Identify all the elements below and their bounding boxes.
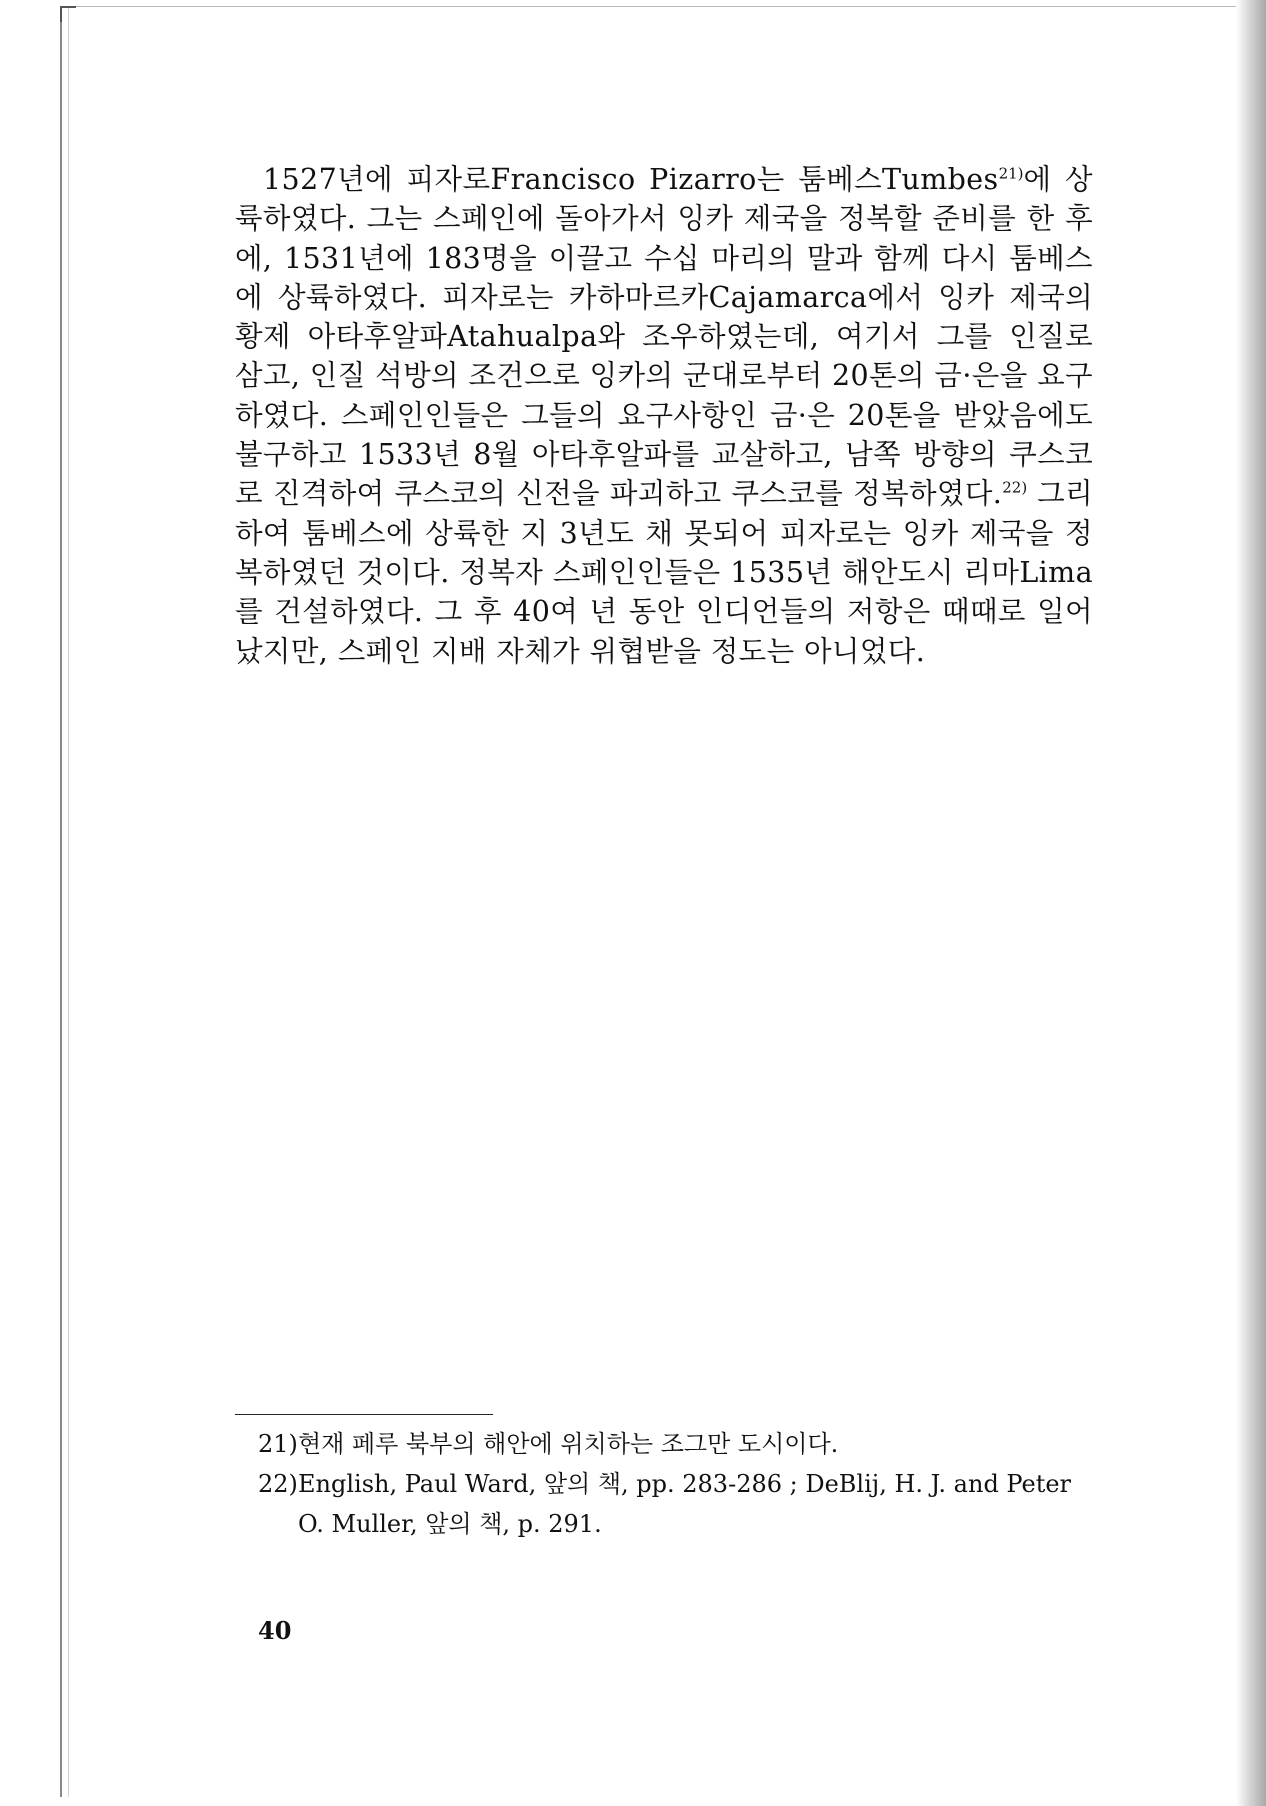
footnote-ref-21[interactable]: 21): [998, 164, 1024, 183]
footnote-text: English, Paul Ward, 앞의 책, pp. 283-286 ; DeBlij, H. J. and Peter O. Muller, 앞의 책, p. 291.: [298, 1470, 1072, 1538]
footnote-item: [258, 1464, 1093, 1544]
paragraph-segment-1: 1527년에 피자로Francisco Pizarro는 툼베스Tumbes: [263, 163, 999, 196]
footnote-list: [258, 1424, 1093, 1544]
footnote-number: 21): [258, 1430, 298, 1458]
body-paragraph: [235, 160, 1093, 671]
footnote-item: [258, 1424, 1093, 1464]
paragraph-segment-2: 에 상륙하였다. 그는 스페인에 돌아가서 잉카 제국을 정복할 준비를 한 후에, 1531년에 183명을 이끌고 수십 마리의 말과 함께 다시 툼베스에 상륙하였다. 피자로는 카하마르카Cajamarca에서 잉카 제국의 황제 아타후알파Atahualpa와 조우하였는데, 여기서 그를 인질로 삼고, 인질 석방의 조건으로 잉카의 군대로부터 20톤의 금·은을 요구하였다. 스페인인들은 그들의 요구사항인 금·은 20톤을 받았음에도 불구하고 1533년 8월 아타후알파를 교살하고, 남쪽 방향의 쿠스코로 진격하여 쿠스코의 신전을 파괴하고 쿠스코를 정복하였다.: [235, 163, 1093, 511]
page-edge-shadow: [1236, 0, 1266, 1806]
paragraph-segment-3: 그리하여 툼베스에 상륙한 지 3년도 채 못되어 피자로는 잉카 제국을 정복하였던 것이다. 정복자 스페인인들은 1535년 해안도시 리마Lima를 건설하였다. 그 후 40여 년 동안 인디언들의 저항은 때때로 일어났지만, 스페인 지배 자체가 위협받을 정도는 아니었다.: [235, 477, 1094, 668]
footnote-number: 22): [258, 1470, 298, 1498]
footnote-ref-22[interactable]: 22): [1002, 478, 1028, 497]
page-number: 40: [258, 1616, 292, 1645]
page-corner-mark: [60, 6, 76, 22]
footnote-divider: [235, 1414, 493, 1415]
footnote-text: 현재 페루 북부의 해안에 위치하는 조그만 도시이다.: [298, 1430, 839, 1458]
